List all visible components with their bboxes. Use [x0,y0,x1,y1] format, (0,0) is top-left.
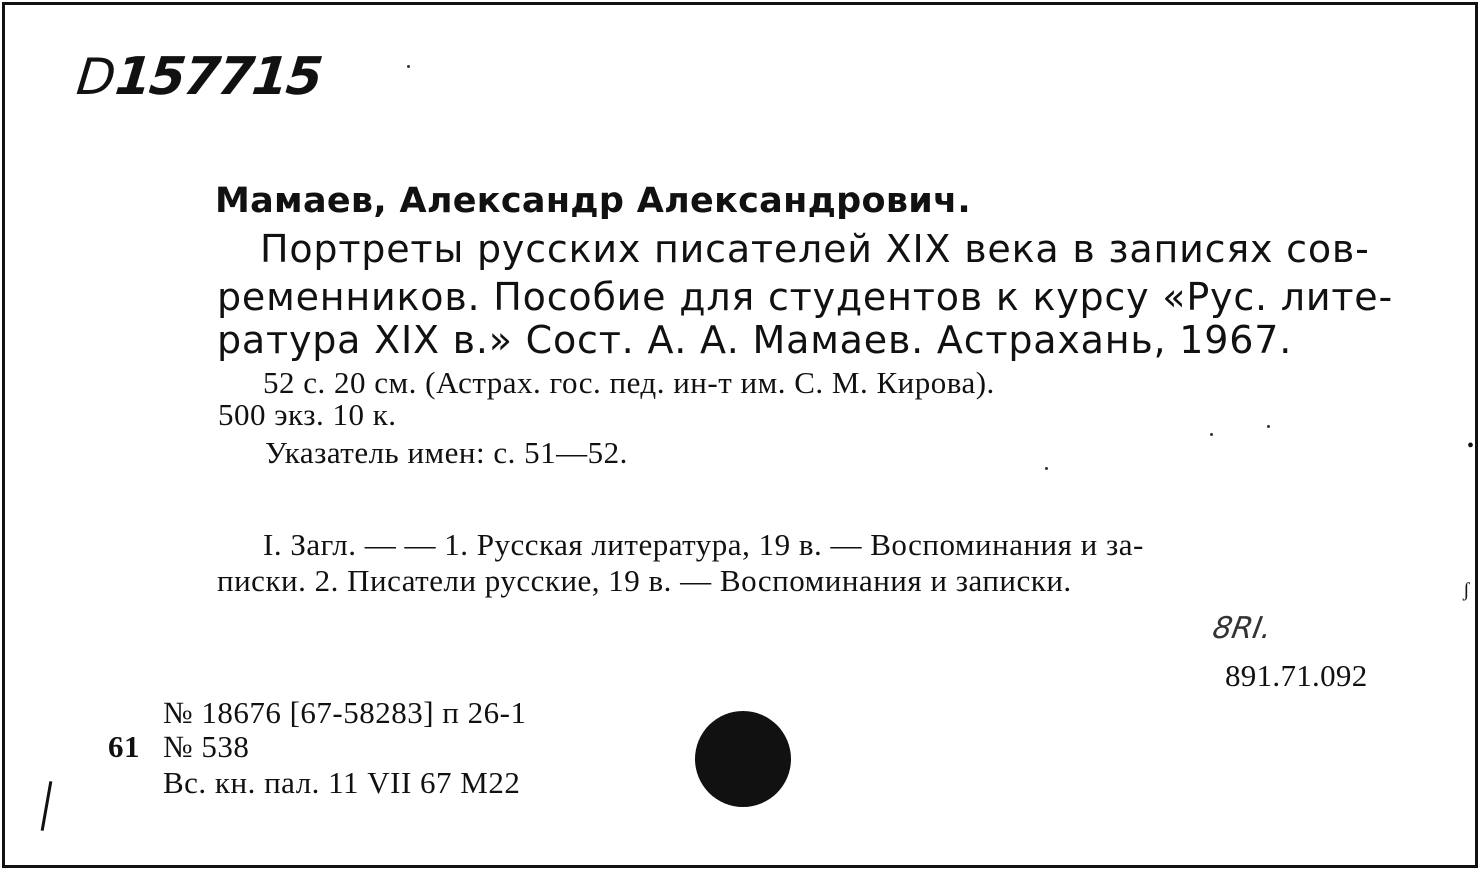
speck [1210,433,1213,436]
record-prefix: 61 [108,729,140,764]
edge-mark-1: • [1467,435,1475,457]
stamp-prefix: D [73,48,117,106]
punch-hole [695,711,791,807]
subject-line-1: I. Загл. — — 1. Русская литература, 19 в. — Воспоминания и за- [263,527,1144,562]
registration-line: Вс. кн. пал. 11 VII 67 М22 [163,765,521,800]
title-line-2: ременников. Пособие для студентов к курсу «Рус. лите- [217,275,1393,319]
speck [407,65,410,68]
record-number-line: № 18676 [67-58283] п 26-1 [163,695,527,730]
speck [1045,467,1048,470]
record-number-2: № 538 [163,729,250,764]
title-line-1: Портреты русских писателей XIX века в записях сов- [260,227,1370,271]
handwritten-note: 8RI. [1209,611,1275,646]
index-note: Указатель имен: с. 51—52. [265,435,628,470]
class-number: 891.71.092 [1225,658,1368,693]
stamp-number: 157715 [112,47,324,107]
catalog-card [2,2,1478,868]
pencil-mark [41,781,53,831]
subject-line-2: писки. 2. Писатели русские, 19 в. — Воспоминания и записки. [217,563,1072,598]
speck [1267,425,1270,428]
collation-line-1: 52 с. 20 см. (Астрах. гос. пед. ин-т им. С. М. Кирова). [263,365,995,400]
inventory-stamp [74,47,324,107]
collation-line-2: 500 экз. 10 к. [218,397,397,432]
title-line-3: ратура XIX в.» Сост. А. А. Мамаев. Астрахань, 1967. [217,318,1293,362]
edge-mark-2: ʃ [1463,579,1470,601]
author-heading: Мамаев, Александр Александрович. [215,181,972,221]
